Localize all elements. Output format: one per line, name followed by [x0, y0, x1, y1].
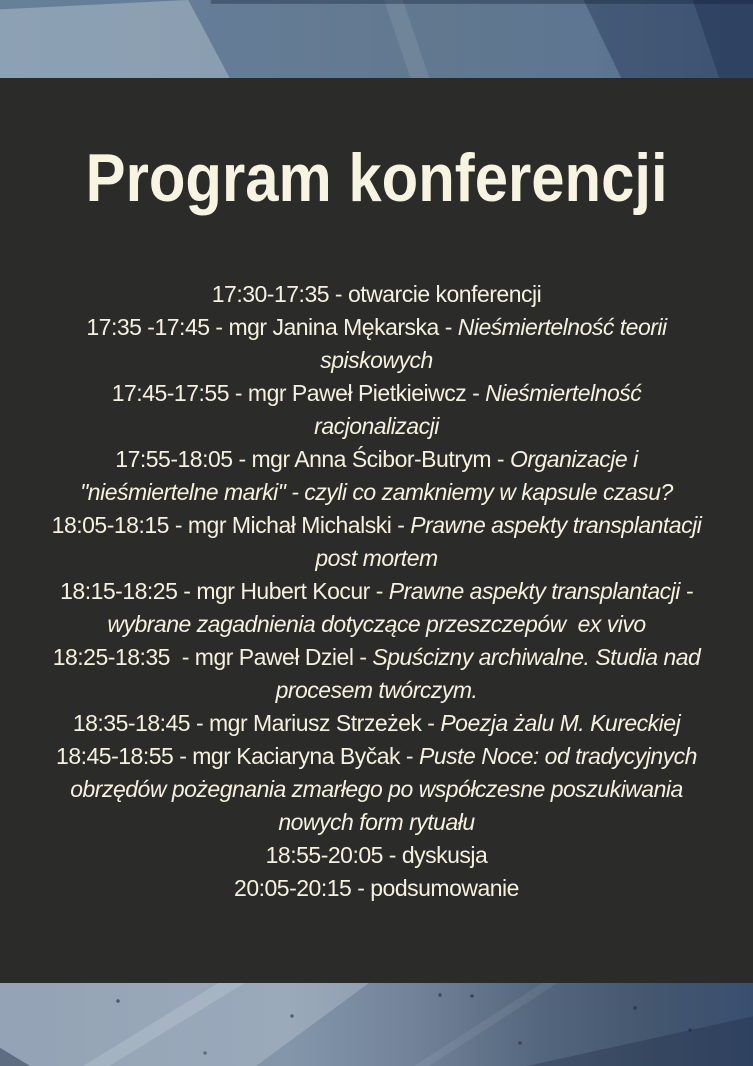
talk-title-text: Poezja żalu M. Kureckiej [440, 710, 681, 736]
schedule-item [47, 443, 707, 509]
schedule-text: 17:30-17:35 - otwarcie konferencji [211, 281, 542, 307]
texture-speckles [0, 983, 753, 1066]
schedule-item [47, 575, 707, 641]
page-title [0, 140, 753, 216]
schedule-item [47, 707, 707, 740]
schedule-text: 20:05-20:15 - podsumowanie [234, 875, 519, 901]
schedule-text: 18:35-18:45 - mgr Mariusz Strzeżek - [72, 710, 441, 736]
page-title-text: Program konferencji [85, 140, 668, 216]
schedule-item [47, 641, 707, 707]
talk-title-text: Puste Noce: od tradycyjnych obrzędów pożegnania zmarłego po współczesne poszukiwania nowych form rytuału [70, 743, 697, 835]
schedule-item [47, 377, 707, 443]
schedule-item [47, 740, 707, 839]
talk-title-text: Nieśmiertelność racjonalizacji [314, 380, 642, 439]
schedule-text: 17:35 -17:45 - mgr Janina Mękarska - [86, 314, 458, 340]
schedule-text: 17:45-17:55 - mgr Paweł Pietkieiwcz - [111, 380, 486, 406]
talk-title-text: Prawne aspekty transplantacji - wybrane zagadnienia dotyczące przeszczepów ex vivo [107, 578, 693, 637]
bottom-texture-band [0, 983, 753, 1066]
schedule-text: 18:15-18:25 - mgr Hubert Kocur - [60, 578, 389, 604]
schedule-text: 18:55-20:05 - dyskusja [265, 842, 488, 868]
talk-title-text: Spuścizny archiwalne. Studia nad procesem twórczym. [275, 644, 701, 703]
top-texture-band [0, 0, 753, 78]
schedule-text: 18:25-18:35 - mgr Paweł Dziel - [52, 644, 373, 670]
schedule-item [47, 839, 707, 872]
talk-title-text: Prawne aspekty transplantacji post mortem [315, 512, 702, 571]
schedule-item [47, 509, 707, 575]
schedule-text: 18:05-18:15 - mgr Michał Michalski - [51, 512, 411, 538]
schedule-text: 18:45-18:55 - mgr Kaciaryna Byčak - [56, 743, 419, 769]
schedule-list [47, 278, 707, 905]
schedule-item [47, 278, 707, 311]
schedule-text: 17:55-18:05 - mgr Anna Ścibor-Butrym - [115, 446, 510, 472]
schedule-item [47, 311, 707, 377]
talk-title-text: Nieśmiertelność teorii spiskowych [320, 314, 667, 373]
talk-title-text: Organizacje i "nieśmiertelne marki" - czyli co zamkniemy w kapsule czasu? [80, 446, 673, 505]
program-panel [0, 78, 753, 983]
schedule-item [47, 872, 707, 905]
